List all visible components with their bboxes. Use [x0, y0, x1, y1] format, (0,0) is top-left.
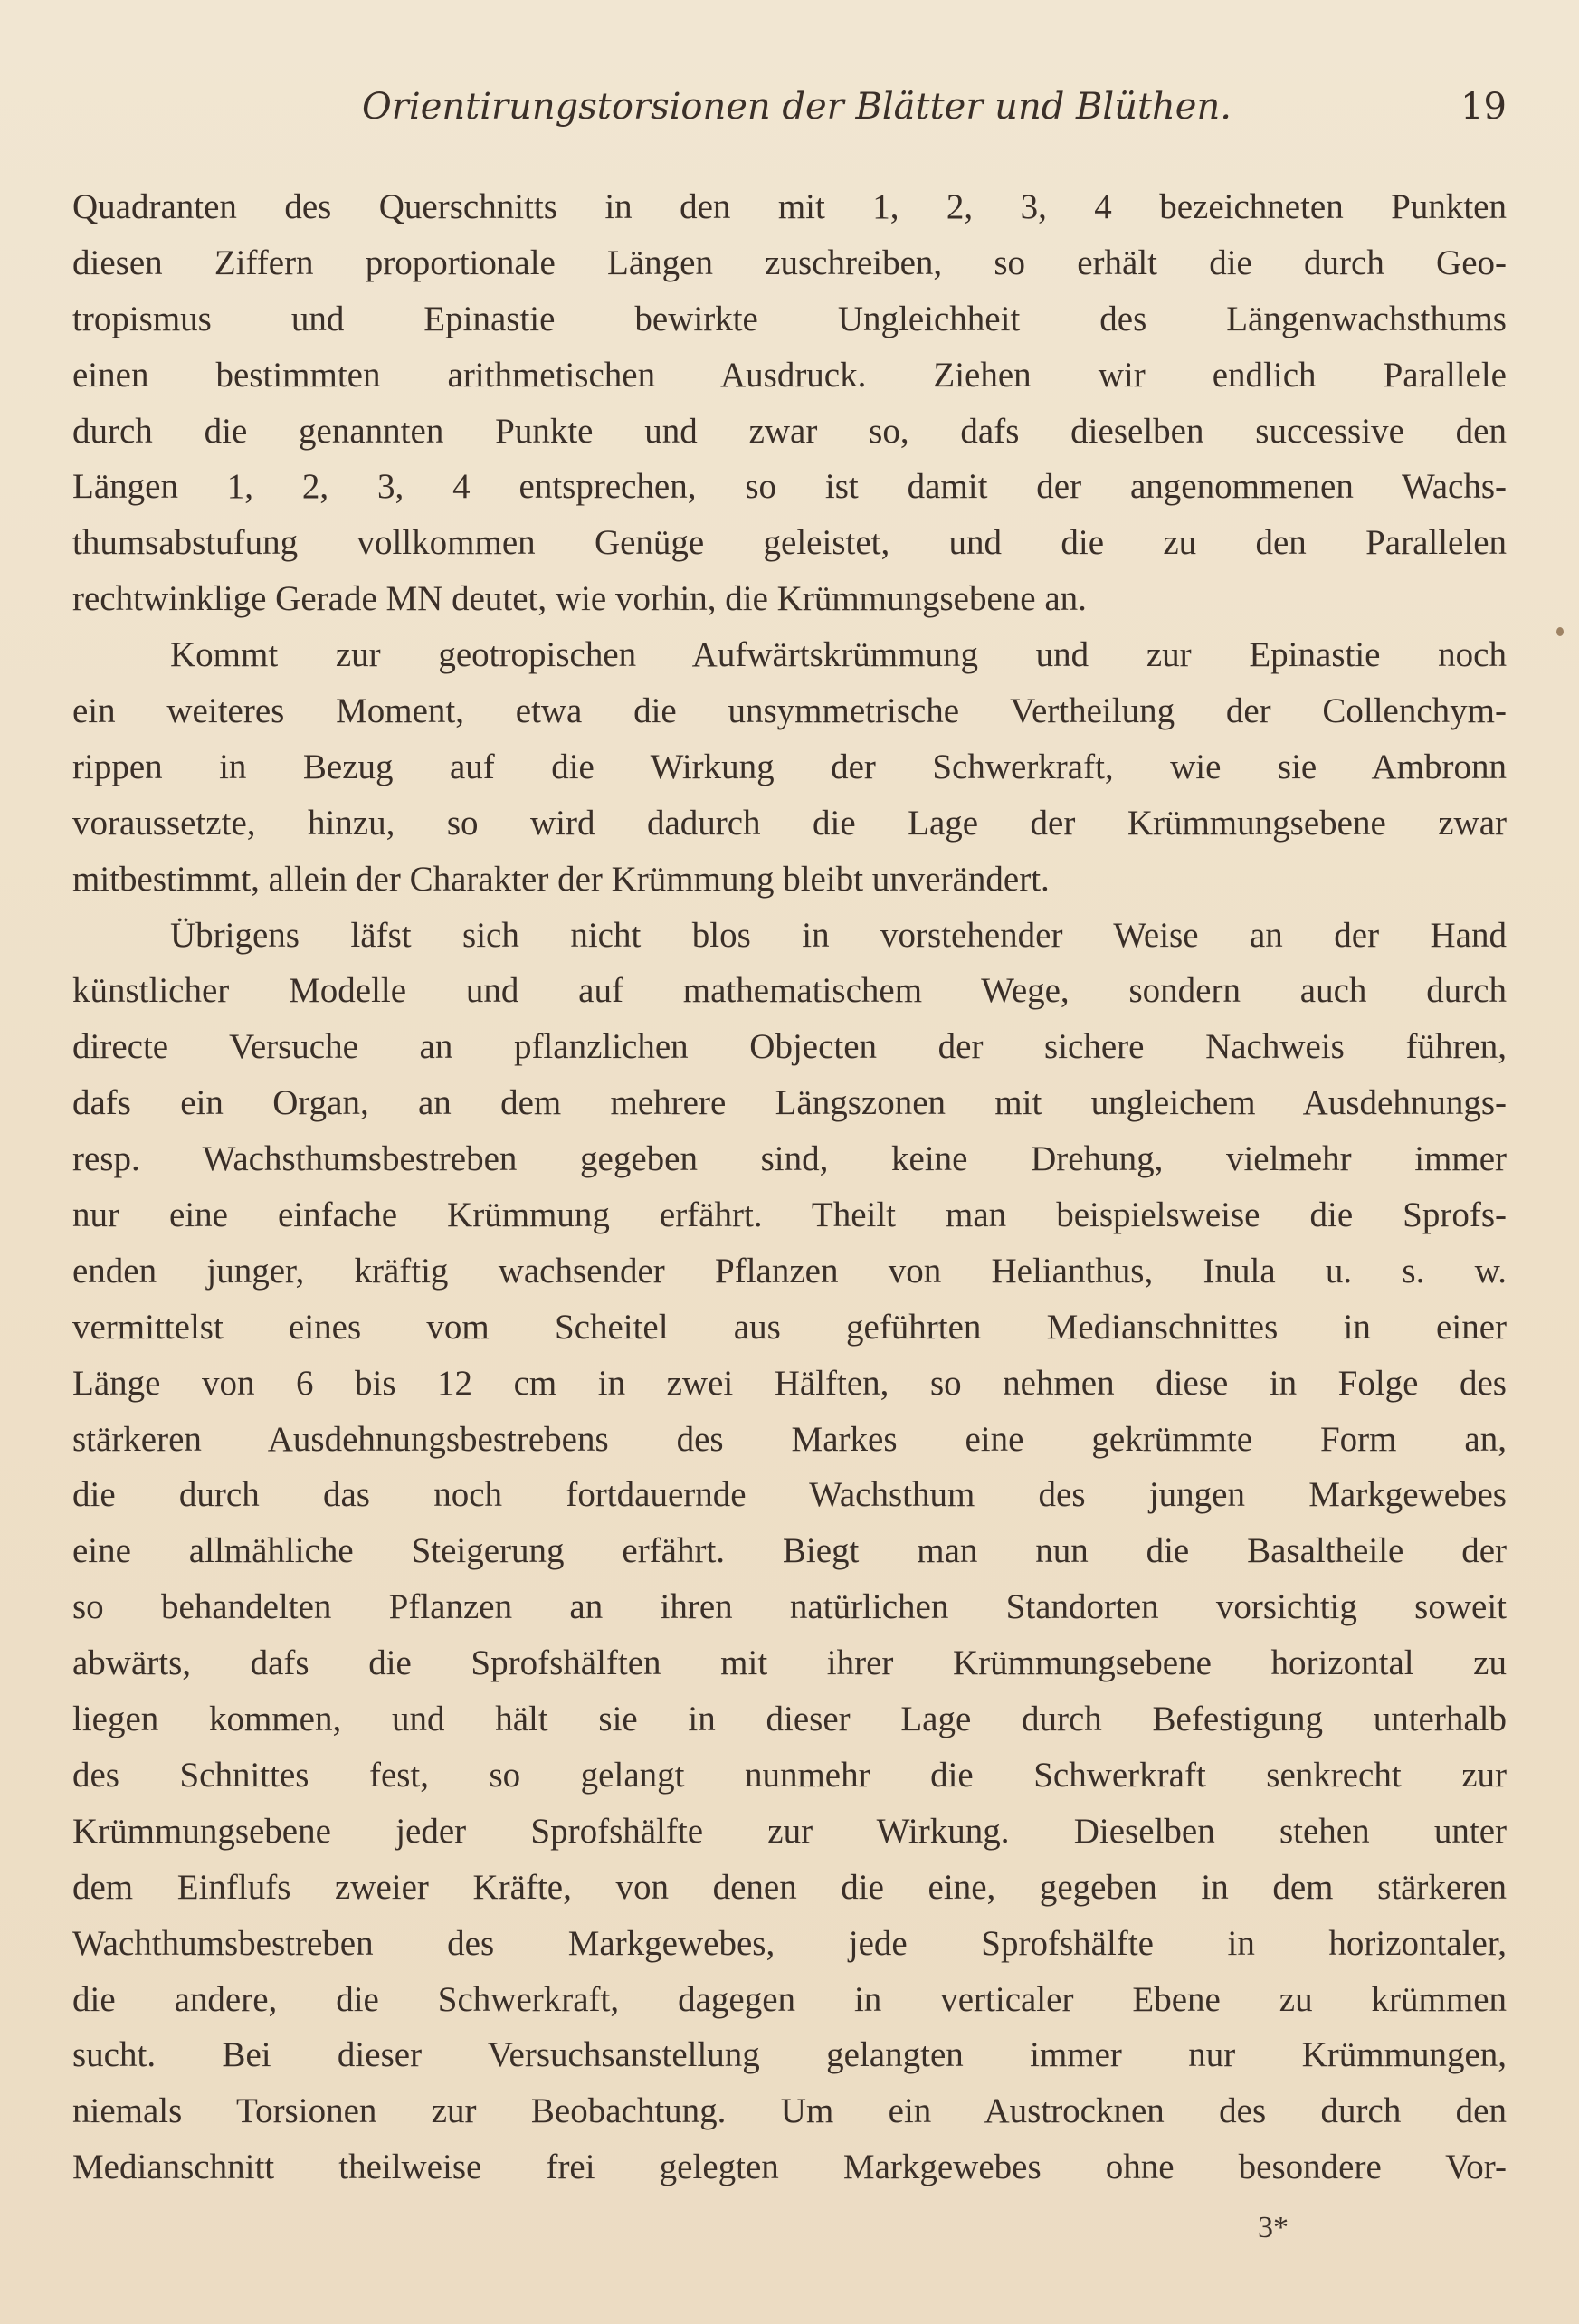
text-line: Kommt zur geotropischen Aufwärtskrümmung und zur Epinastie noch	[170, 635, 1507, 675]
body-text	[72, 179, 1507, 2195]
signature-mark: 3*	[1258, 2211, 1289, 2244]
text-line: vermittelst eines vom Scheitel aus geführten Medianschnittes in einer	[72, 1307, 1507, 1347]
text-line: eine allmähliche Steigerung erfährt. Biegt man nun die Basaltheile der	[72, 1531, 1507, 1571]
text-line: die andere, die Schwerkraft, dagegen in verticaler Ebene zu krümmen	[72, 1979, 1507, 2019]
text-line: resp. Wachsthumsbestreben gegeben sind, keine Drehung, vielmehr immer	[72, 1139, 1507, 1179]
text-line: Wachthumsbestreben des Markgewebes, jede Sprofshälfte in horizontaler,	[72, 1923, 1507, 1963]
running-title: Orientirungstorsionen der Blätter und Blüthen.	[362, 86, 1232, 128]
text-line: Längen 1, 2, 3, 4 entsprechen, so ist damit der angenommenen Wachs-	[72, 467, 1507, 507]
text-line: mitbestimmt, allein der Charakter der Krümmung bleibt unverändert.	[72, 859, 1050, 899]
text-line: Krümmungsebene jeder Sprofshälfte zur Wirkung. Dieselben stehen unter	[72, 1811, 1507, 1851]
text-line: Quadranten des Querschnitts in den mit 1, 2, 3, 4 bezeichneten Punkten	[72, 187, 1507, 226]
text-line: abwärts, dafs die Sprofshälften mit ihrer Krümmungsebene horizontal zu	[72, 1643, 1507, 1683]
text-line: Länge von 6 bis 12 cm in zwei Hälften, so nehmen diese in Folge des	[72, 1363, 1507, 1403]
text-line: des Schnittes fest, so gelangt nunmehr die Schwerkraft senkrecht zur	[72, 1755, 1507, 1795]
text-line: dem Einflufs zweier Kräfte, von denen die eine, gegeben in dem stärkeren	[72, 1867, 1507, 1907]
text-line: ein weiteres Moment, etwa die unsymmetrische Vertheilung der Collenchym-	[72, 691, 1507, 731]
text-line: directe Versuche an pflanzlichen Objecten der sichere Nachweis führen,	[72, 1027, 1507, 1067]
text-line: Medianschnitt theilweise frei gelegten Markgewebes ohne besondere Vor-	[72, 2148, 1507, 2187]
text-line: durch die genannten Punkte und zwar so, dafs dieselben successive den	[72, 411, 1507, 451]
text-line: so behandelten Pflanzen an ihren natürlichen Standorten vorsichtig soweit	[72, 1587, 1507, 1627]
text-line: rechtwinklige Gerade MN deutet, wie vorhin, die Krümmungsebene an.	[72, 579, 1087, 619]
running-head	[72, 80, 1507, 134]
text-line: stärkeren Ausdehnungsbestrebens des Markes eine gekrümmte Form an,	[72, 1419, 1507, 1459]
text-line: enden junger, kräftig wachsender Pflanzen von Helianthus, Inula u. s. w.	[72, 1251, 1507, 1291]
text-line: niemals Torsionen zur Beobachtung. Um ein Austrocknen des durch den	[72, 2091, 1507, 2131]
text-line: nur eine einfache Krümmung erfährt. Theilt man beispielsweise die Sprofs-	[72, 1195, 1507, 1235]
text-line: sucht. Bei dieser Versuchsanstellung gelangten immer nur Krümmungen,	[72, 2035, 1507, 2075]
text-line: die durch das noch fortdauernde Wachsthum des jungen Markgewebes	[72, 1475, 1507, 1515]
text-line: einen bestimmten arithmetischen Ausdruck. Ziehen wir endlich Parallele	[72, 355, 1507, 395]
text-line: rippen in Bezug auf die Wirkung der Schwerkraft, wie sie Ambronn	[72, 747, 1507, 786]
page-number: 19	[1460, 86, 1507, 128]
text-line: Übrigens läfst sich nicht blos in vorstehender Weise an der Hand	[170, 915, 1507, 955]
text-line: dafs ein Organ, an dem mehrere Längszonen mit ungleichem Ausdehnungs-	[72, 1083, 1507, 1123]
margin-dot	[1556, 627, 1564, 636]
text-line: liegen kommen, und hält sie in dieser Lage durch Befestigung unterhalb	[72, 1700, 1507, 1739]
text-line: thumsabstufung vollkommen Genüge geleistet, und die zu den Parallelen	[72, 523, 1507, 563]
text-line: tropismus und Epinastie bewirkte Ungleichheit des Längenwachsthums	[72, 299, 1507, 338]
text-line: voraussetzte, hinzu, so wird dadurch die Lage der Krümmungsebene zwar	[72, 803, 1507, 843]
text-line: diesen Ziffern proportionale Längen zuschreiben, so erhält die durch Geo-	[72, 243, 1507, 282]
text-line: künstlicher Modelle und auf mathematischem Wege, sondern auch durch	[72, 971, 1507, 1011]
